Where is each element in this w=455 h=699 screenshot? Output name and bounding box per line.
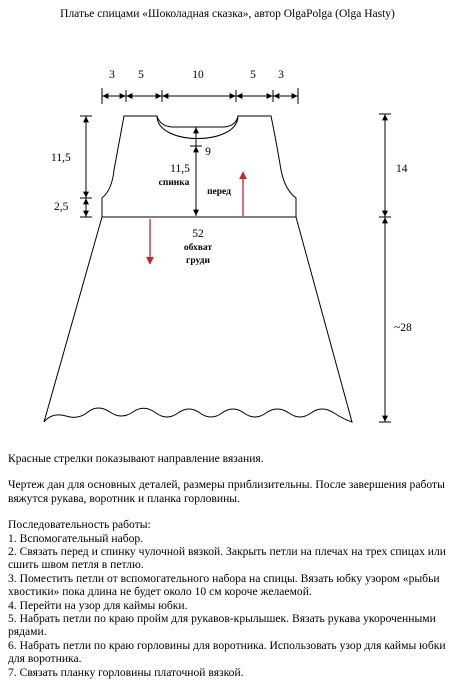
dim-top-3: 10 — [192, 69, 204, 81]
dim-top-2: 5 — [138, 69, 144, 81]
intro-paragraph: Чертеж дан для основных деталей, размеры приблизительны. После завершения работы вяжутся рукава, воротник и планка горловины. — [8, 478, 445, 505]
dim-top-1: 3 — [109, 69, 115, 81]
page-title: Платье спицами «Шоколадная сказка», автор OlgaPolga (Olga Hasty) — [60, 8, 395, 20]
front-label: перед — [207, 187, 231, 197]
dim-left-1: 11,5 — [51, 152, 71, 164]
front-length-value: 9 — [205, 146, 211, 158]
step-3: 3. Поместить петли от вспомогательного набора на спицы. Вязать юбку узором «рыбьи хвостики» пока длина не будет около 10 см короче желаемой. — [8, 571, 440, 599]
step-7: 7. Связать планку горловины платочной вязкой. — [8, 665, 244, 679]
chest-label-line1: обхват — [183, 243, 213, 253]
dim-left-2: 2,5 — [54, 201, 69, 213]
step-5: 5. Набрать петли по краю пройм для рукавов-крылышек. Вязать рукава укороченными рядами. — [8, 612, 436, 639]
sequence-title: Последовательность работы: — [8, 518, 151, 532]
step-6: 6. Набрать петли по краю горловины для воротника. Использовать узор для каймы юбки для воротника. — [8, 638, 446, 666]
step-2: 2. Связать перед и спинку чулочной вязкой. Закрыть петли на плечах на трех спицах или сшить швом петля в петлю. — [8, 545, 446, 572]
arrow-note: Красные стрелки показывают направление вязания. — [8, 452, 264, 465]
chest-value: 52 — [192, 228, 204, 240]
dim-right-2: ~28 — [394, 322, 412, 334]
chest-label-line2: груди — [186, 256, 210, 266]
bodice-outline — [102, 116, 296, 217]
dim-top-4: 5 — [250, 69, 256, 81]
instructions — [8, 452, 448, 679]
back-length-value: 11,5 — [170, 163, 190, 175]
back-label: спинка — [158, 178, 190, 188]
step-1: 1. Вспомогательный набор. — [8, 531, 144, 545]
dim-top-5: 3 — [278, 69, 284, 81]
step-4: 4. Перейти на узор для каймы юбки. — [8, 598, 188, 612]
dim-right-1: 14 — [396, 163, 408, 175]
back-neckline — [157, 116, 238, 127]
